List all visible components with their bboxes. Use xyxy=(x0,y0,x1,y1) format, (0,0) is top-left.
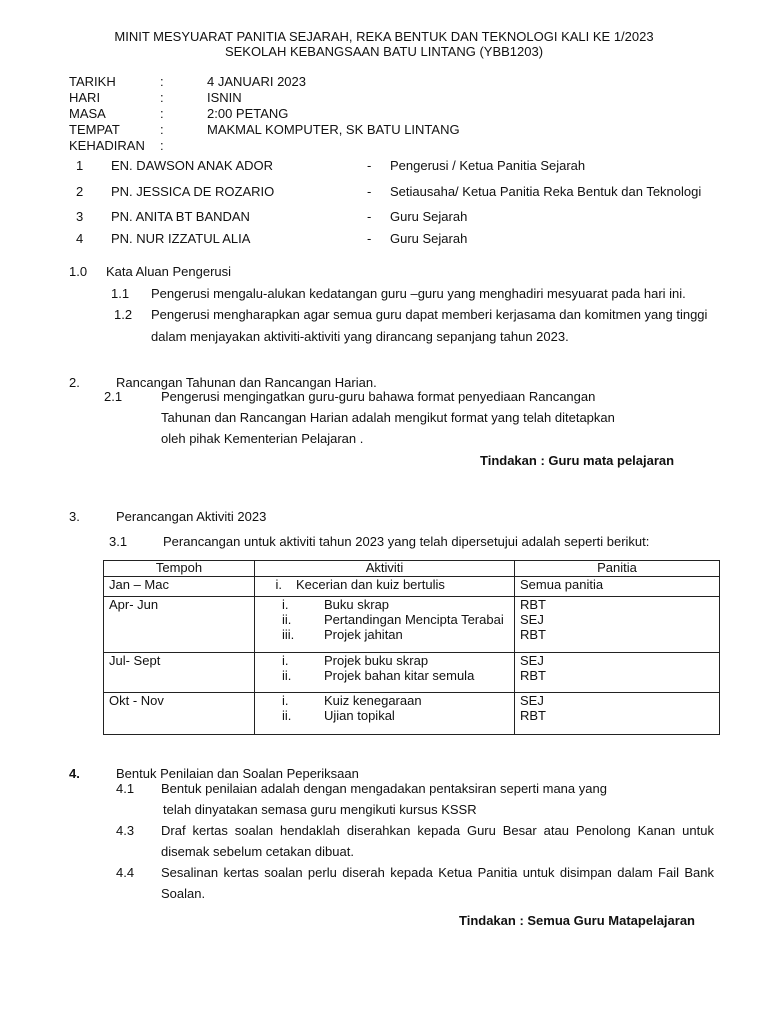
info-value-masa: 2:00 PETANG xyxy=(207,106,289,121)
section-title: Kata Aluan Pengerusi xyxy=(106,264,232,279)
activity-cell xyxy=(255,693,515,735)
attendee-role: Setiausaha/ Ketua Panitia Reka Bentuk dan Teknologi xyxy=(390,184,702,199)
activity-cell xyxy=(255,653,515,693)
item-number: 4.4 xyxy=(116,865,135,880)
document-subtitle: SEKOLAH KEBANGSAAN BATU LINTANG (YBB1203) xyxy=(224,44,544,59)
item-number: 4.3 xyxy=(116,823,135,838)
activity-cell xyxy=(255,577,515,597)
attendee-name: PN. ANITA BT BANDAN xyxy=(111,209,250,224)
attendee-role: Guru Sejarah xyxy=(390,209,468,224)
info-value-tempat: MAKMAL KOMPUTER, SK BATU LINTANG xyxy=(207,122,460,137)
attendee-role: Guru Sejarah xyxy=(390,231,468,246)
activity-text: Kuiz kenegaraan xyxy=(324,693,422,708)
item-text: Soalan. xyxy=(161,886,206,901)
panitia-value: RBT xyxy=(520,667,546,683)
item-text: oleh pihak Kementerian Pelajaran . xyxy=(161,431,364,446)
attendee-number: 4 xyxy=(76,231,84,246)
activity-text: Pertandingan Mencipta Terabai xyxy=(324,611,504,627)
section-title: Bentuk Penilaian dan Soalan Peperiksaan xyxy=(116,766,359,781)
info-colon: : xyxy=(160,90,164,105)
item-text: Pengerusi mengingatkan guru-guru bahawa format penyediaan Rancangan xyxy=(161,389,596,404)
panitia-value: RBT xyxy=(520,707,546,723)
activity-numeral: iii. xyxy=(282,626,295,642)
activity-text: Ujian topikal xyxy=(324,707,395,723)
panitia-value: SEJ xyxy=(520,611,544,627)
item-text: telah dinyatakan semasa guru mengikuti kursus KSSR xyxy=(163,802,477,817)
panitia-value: RBT xyxy=(520,597,546,612)
attendee-name: EN. DAWSON ANAK ADOR xyxy=(111,158,274,173)
panitia-value: SEJ xyxy=(520,653,544,668)
item-text: Bentuk penilaian adalah dengan mengadakan pentaksiran seperti mana yang xyxy=(161,781,607,796)
table-row xyxy=(104,577,720,597)
attendee-dash: - xyxy=(367,184,372,199)
item-text: Tahunan dan Rancangan Harian adalah mengikut format yang telah ditetapkan xyxy=(161,410,615,425)
table-row xyxy=(104,597,720,653)
action-note: Tindakan : Semua Guru Matapelajaran xyxy=(459,913,695,928)
item-text: disemak sebelum cetakan dibuat. xyxy=(161,844,354,859)
period-cell: Apr- Jun xyxy=(104,597,255,653)
info-colon: : xyxy=(160,74,164,89)
info-colon: : xyxy=(160,106,164,121)
period-cell: Jul- Sept xyxy=(104,653,255,693)
activity-text: Projek buku skrap xyxy=(324,653,429,668)
info-colon: : xyxy=(160,122,164,137)
column-header-panitia: Panitia xyxy=(515,561,720,577)
attendee-name: PN. JESSICA DE ROZARIO xyxy=(111,184,275,199)
info-label-kehadiran: KEHADIRAN xyxy=(69,138,145,153)
period-cell: Okt - Nov xyxy=(104,693,255,735)
section-title: Rancangan Tahunan dan Rancangan Harian. xyxy=(116,375,377,390)
activity-numeral: i. xyxy=(275,577,282,592)
item-text: Pengerusi mengharapkan agar semua guru dapat memberi kerjasama dan komitmen yang tinggi xyxy=(151,307,708,322)
activity-numeral: ii. xyxy=(282,611,292,627)
attendee-dash: - xyxy=(367,231,372,246)
info-value-tarikh: 4 JANUARI 2023 xyxy=(207,74,306,89)
info-label-masa: MASA xyxy=(69,106,106,121)
document-title: MINIT MESYUARAT PANITIA SEJARAH, REKA BENTUK DAN TEKNOLOGI KALI KE 1/2023 xyxy=(114,29,654,44)
activity-text: Projek jahitan xyxy=(324,626,403,642)
activity-cell xyxy=(255,597,515,653)
attendee-name: PN. NUR IZZATUL ALIA xyxy=(111,231,251,246)
item-text: dalam menjayakan aktiviti-aktiviti yang dirancang sepanjang tahun 2023. xyxy=(151,329,569,344)
activity-text: Kecerian dan kuiz bertulis xyxy=(296,577,445,592)
attendee-dash: - xyxy=(367,158,372,173)
panitia-value: RBT xyxy=(520,626,546,642)
item-text: Perancangan untuk aktiviti tahun 2023 yang telah dipersetujui adalah seperti berikut: xyxy=(163,534,650,549)
attendee-number: 3 xyxy=(76,209,84,224)
table-row xyxy=(104,693,720,735)
item-number: 1.2 xyxy=(114,307,133,322)
panitia-cell xyxy=(515,653,720,693)
period-cell: Jan – Mac xyxy=(104,577,255,597)
info-label-hari: HARI xyxy=(69,90,101,105)
column-header-tempoh: Tempoh xyxy=(104,561,255,577)
section-title: Perancangan Aktiviti 2023 xyxy=(116,509,267,524)
panitia-cell xyxy=(515,693,720,735)
panitia-cell xyxy=(515,597,720,653)
item-number: 1.1 xyxy=(111,286,130,301)
info-value-hari: ISNIN xyxy=(207,90,242,105)
section-number: 2. xyxy=(69,375,80,390)
activity-numeral: i. xyxy=(282,653,289,668)
panitia-value: SEJ xyxy=(520,693,544,708)
info-label-tarikh: TARIKH xyxy=(69,74,116,89)
section-number: 3. xyxy=(69,509,80,524)
attendee-number: 2 xyxy=(76,184,84,199)
item-number: 4.1 xyxy=(116,781,135,796)
activity-numeral: i. xyxy=(282,693,289,708)
section-number: 4. xyxy=(69,766,80,781)
activity-numeral: ii. xyxy=(282,667,292,683)
item-text: Draf kertas soalan hendaklah diserahkan kepada Guru Besar atau Penolong Kanan untuk xyxy=(161,823,714,838)
item-text: Pengerusi mengalu-alukan kedatangan guru –guru yang menghadiri mesyuarat pada hari ini. xyxy=(151,286,686,301)
column-header-aktiviti: Aktiviti xyxy=(255,561,515,577)
item-number: 3.1 xyxy=(109,534,128,549)
activity-table xyxy=(103,560,720,735)
attendee-number: 1 xyxy=(76,158,84,173)
activity-text: Buku skrap xyxy=(324,597,390,612)
activity-numeral: i. xyxy=(282,597,289,612)
table-row xyxy=(104,653,720,693)
panitia-cell xyxy=(515,577,720,597)
table-header-row xyxy=(104,561,720,577)
attendee-dash: - xyxy=(367,209,372,224)
item-text: Sesalinan kertas soalan perlu diserah kepada Ketua Panitia untuk disimpan dalam Fail Bank xyxy=(161,865,714,880)
activity-numeral: ii. xyxy=(282,707,292,723)
item-number: 2.1 xyxy=(104,389,123,404)
attendee-role: Pengerusi / Ketua Panitia Sejarah xyxy=(390,158,586,173)
activity-text: Projek bahan kitar semula xyxy=(324,667,475,683)
action-note: Tindakan : Guru mata pelajaran xyxy=(480,453,675,468)
info-label-tempat: TEMPAT xyxy=(69,122,120,137)
info-colon: : xyxy=(160,138,164,153)
section-number: 1.0 xyxy=(69,264,88,279)
panitia-value: Semua panitia xyxy=(520,577,604,592)
